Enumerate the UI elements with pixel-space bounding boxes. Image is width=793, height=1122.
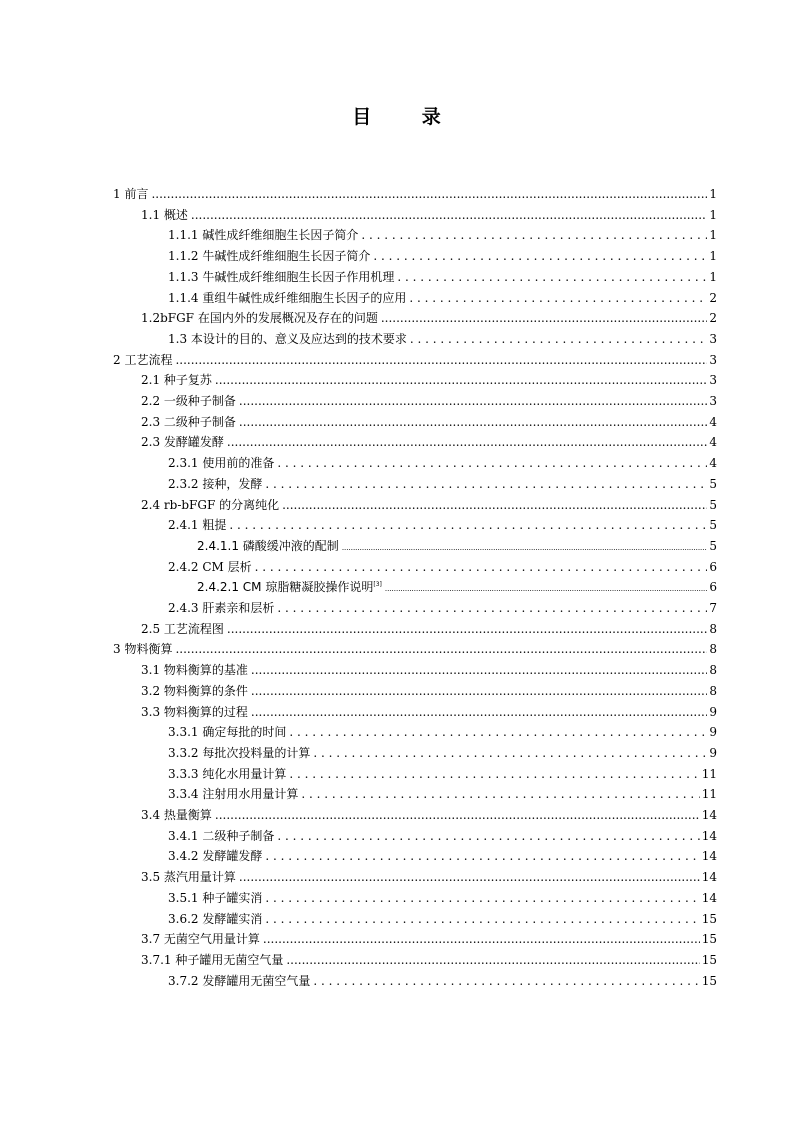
toc-entry-label: 3.3 物料衡算的过程: [141, 704, 248, 719]
dot-leader: [227, 619, 707, 640]
toc-entry[interactable]: [168, 453, 717, 474]
toc-entry-label: 3.3.3 纯化水用量计算: [168, 766, 287, 781]
toc-entry[interactable]: [168, 764, 717, 785]
toc-entry-label: 3.5.1 种子罐实消: [168, 890, 263, 905]
dot-leader: [361, 225, 707, 246]
toc-entry[interactable]: [141, 805, 717, 826]
dot-leader: [251, 681, 707, 702]
toc-entry-page: 11: [701, 787, 717, 802]
toc-entry-page: 15: [701, 911, 717, 926]
toc-entry-label: 3.7.1 种子罐用无菌空气量: [141, 952, 284, 967]
toc-entry-label: 1.1.2 牛碱性成纤维细胞生长因子简介: [168, 249, 371, 264]
toc-entry-page: 4: [709, 414, 717, 429]
toc-entry-page: 14: [701, 808, 717, 822]
toc-entry[interactable]: [141, 432, 717, 453]
toc-entry-label: 3.1 物料衡算的基准: [141, 663, 248, 678]
toc-entry-label: 3.3.1 确定每批的时间: [168, 725, 287, 740]
toc-entry-label: 3.7 无菌空气用量计算: [141, 932, 260, 947]
toc-entry-label: 2.4 rb-bFGF 的分离纯化: [141, 497, 280, 512]
toc-entry-label: 1.2bFGF 在国内外的发展概况及存在的问题: [141, 311, 378, 326]
toc-entry[interactable]: [168, 474, 717, 495]
toc-entry-page: 5: [709, 476, 717, 491]
dot-leader: [265, 846, 699, 867]
toc-entry-label: 3.4 热量衡算: [141, 808, 212, 822]
toc-entry[interactable]: [168, 909, 717, 930]
dot-leader: [175, 350, 707, 371]
toc-entry[interactable]: [141, 308, 717, 329]
toc-entry[interactable]: [141, 702, 717, 723]
toc-entry-label: 1.3 本设计的目的、意义及应达到的技术要求: [168, 331, 407, 346]
toc-entry[interactable]: [141, 495, 717, 516]
toc-entry[interactable]: [141, 619, 717, 640]
toc-entry-label: 2.4.1 粗提: [168, 518, 227, 533]
page-title: 目 录: [352, 106, 463, 128]
toc-entry-page: 15: [701, 952, 717, 967]
toc-entry-label: 1.1 概述: [141, 207, 188, 222]
toc-entry[interactable]: [168, 722, 717, 743]
toc-entry[interactable]: [141, 412, 717, 433]
toc-entry-label: 3.4.2 发酵罐发酵: [168, 849, 263, 864]
dot-leader: [277, 453, 707, 474]
dot-leader: [289, 764, 699, 785]
dot-leader: [265, 909, 699, 930]
dot-leader: [227, 432, 707, 453]
toc-entry-page: 14: [701, 849, 717, 864]
toc-entry-label: 3.3.4 注射用水用量计算: [168, 787, 299, 802]
dot-leader: [265, 888, 699, 909]
toc-entry[interactable]: [168, 557, 717, 578]
dot-leader: [286, 950, 699, 971]
toc-entry-label: 2.1 种子复苏: [141, 373, 212, 388]
toc-entry[interactable]: [168, 267, 717, 288]
toc-entry-label: 2.4.3 肝素亲和层析: [168, 601, 275, 615]
dot-leader: [239, 412, 707, 433]
toc-entry-label: 2.3 发酵罐发酵: [141, 435, 224, 450]
toc-entry-page: 3: [709, 352, 717, 367]
toc-entry-page: 4: [709, 435, 717, 450]
toc-entry-page: 2: [709, 290, 717, 305]
toc-entry[interactable]: [168, 888, 717, 909]
dot-leader: [277, 826, 699, 847]
toc-entry-label: 3.3.2 每批次投料量的计算: [168, 745, 311, 760]
toc-entry[interactable]: [141, 867, 717, 888]
toc-entry-label: 3.6.2 发酵罐实消: [168, 911, 263, 926]
toc-entry[interactable]: [141, 205, 717, 226]
toc-entry-page: 14: [701, 890, 717, 905]
toc-entry-label: 1.1.4 重组牛碱性成纤维细胞生长因子的应用: [168, 290, 407, 305]
toc-entry-label: 3 物料衡算: [113, 642, 173, 657]
dot-leader: [265, 474, 707, 495]
toc-entry-page: 6: [709, 580, 717, 595]
toc-entry-label: 2.5 工艺流程图: [141, 621, 224, 636]
toc-entry-page: 1: [709, 269, 717, 284]
toc-entry-page: 9: [709, 725, 717, 740]
dot-leader: [239, 867, 700, 888]
toc-entry-page: 8: [709, 683, 717, 698]
toc-entry[interactable]: [141, 660, 717, 681]
toc-entry-label: 3.2 物料衡算的条件: [141, 683, 248, 698]
toc-entry-page: 14: [701, 828, 717, 843]
toc-entry-page: 4: [709, 456, 717, 471]
dot-leader: [175, 639, 707, 660]
toc-entry[interactable]: [168, 598, 717, 619]
toc-entry[interactable]: [141, 929, 717, 950]
toc-entry-label: 2.3 二级种子制备: [141, 414, 236, 429]
dot-leader: [215, 805, 700, 826]
toc-entry-page: 1: [709, 187, 717, 201]
dot-leader: [191, 205, 707, 226]
toc-entry[interactable]: [141, 391, 717, 412]
toc-entry-label: 2.4.2.1 CM 琼脂糖凝胶操作说明[3]: [197, 580, 382, 595]
toc-entry[interactable]: [168, 826, 717, 847]
toc-entry-page: 7: [709, 601, 717, 615]
dot-leader: [313, 971, 699, 992]
toc-entry[interactable]: [113, 184, 717, 205]
toc-entry-label: 1.1.1 碱性成纤维细胞生长因子简介: [168, 228, 359, 243]
dot-leader: [255, 557, 708, 578]
toc-entry-page: 5: [709, 518, 717, 533]
dot-leader: [239, 391, 707, 412]
toc-entry-page: 15: [701, 932, 717, 947]
dot-leader: [381, 308, 708, 329]
toc-entry-page: 1: [709, 207, 717, 222]
dot-leader: [397, 267, 707, 288]
dot-leader: [229, 515, 707, 536]
dot-leader: [251, 660, 707, 681]
dot-leader: [313, 743, 707, 764]
toc-entry-page: 3: [709, 373, 717, 388]
dot-leader: [263, 929, 700, 950]
dot-leader: [409, 288, 707, 309]
dot-leader: [410, 329, 707, 350]
dot-leader: [251, 702, 707, 723]
toc-entry-page: 8: [709, 642, 717, 657]
toc-entry[interactable]: [197, 536, 717, 557]
toc-entry-page: 3: [709, 331, 717, 346]
toc-entry-label: 1.1.3 牛碱性成纤维细胞生长因子作用机理: [168, 269, 395, 284]
toc-entry-page: 1: [709, 228, 717, 243]
dot-leader: [282, 495, 707, 516]
toc-entry-label: 3.7.2 发酵罐用无菌空气量: [168, 973, 311, 988]
dot-leader: [342, 538, 708, 559]
toc-entry-page: 6: [709, 559, 717, 574]
toc-entry[interactable]: [141, 681, 717, 702]
toc-entry-label: 2.2 一级种子制备: [141, 394, 236, 408]
toc-entry[interactable]: [113, 639, 717, 660]
toc-entry-page: 3: [709, 394, 717, 408]
toc-entry-page: 15: [701, 973, 717, 988]
dot-leader: [289, 722, 707, 743]
toc-entry[interactable]: [113, 350, 717, 371]
toc-entry[interactable]: [168, 225, 717, 246]
toc-entry[interactable]: [168, 743, 717, 764]
toc-entry[interactable]: [197, 577, 717, 598]
toc-entry-label: 3.5 蒸汽用量计算: [141, 870, 236, 885]
toc-entry-page: 14: [701, 870, 717, 885]
toc-entry-label: 2 工艺流程: [113, 352, 173, 367]
dot-leader: [385, 579, 708, 600]
toc-entry-page: 2: [709, 311, 717, 326]
toc-entry-page: 5: [709, 497, 717, 512]
toc-entry-label: 2.3.1 使用前的准备: [168, 456, 275, 471]
dot-leader: [277, 598, 707, 619]
toc-entry-page: 1: [709, 249, 717, 264]
toc-entry[interactable]: [168, 329, 717, 350]
toc-entry[interactable]: [168, 784, 717, 805]
toc-entry[interactable]: [168, 288, 717, 309]
toc-entry-page: 5: [709, 538, 717, 553]
toc-entry-page: 9: [709, 704, 717, 719]
toc-entry[interactable]: [141, 370, 717, 391]
toc-entry-label: 1 前言: [113, 187, 149, 201]
citation-mark: [3]: [373, 581, 382, 589]
toc-entry[interactable]: [141, 950, 717, 971]
toc-entry[interactable]: [168, 246, 717, 267]
toc-entry-label: 3.4.1 二级种子制备: [168, 828, 275, 843]
toc-entry-label: 2.4.1.1 磷酸缓冲液的配制: [197, 538, 339, 553]
toc-entry-page: 8: [709, 663, 717, 678]
dot-leader: [215, 370, 707, 391]
dot-leader: [373, 246, 707, 267]
dot-leader: [301, 784, 699, 805]
toc-entry[interactable]: [168, 515, 717, 536]
toc-entry-page: 9: [709, 745, 717, 760]
toc-entry-page: 8: [709, 621, 717, 636]
toc-entry-label: 2.4.2 CM 层析: [168, 559, 252, 574]
toc-entry-label: 2.3.2 接种，发酵: [168, 476, 263, 491]
toc-entry[interactable]: [168, 971, 717, 992]
toc-entry-page: 11: [701, 766, 717, 781]
toc-entry[interactable]: [168, 846, 717, 867]
dot-leader: [151, 184, 707, 205]
